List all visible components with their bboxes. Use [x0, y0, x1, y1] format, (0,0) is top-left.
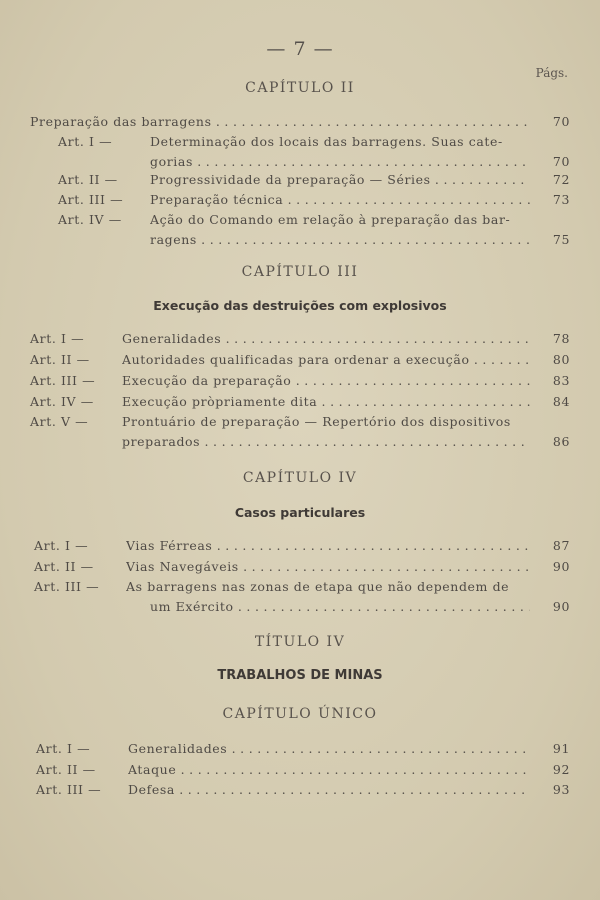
toc-page-number: 80: [552, 352, 570, 367]
article-label: Art. I —: [30, 331, 85, 346]
toc-page-number: 75: [552, 232, 570, 247]
toc-entry-title: Prontuário de preparação — Repertório dos dispositivos: [122, 414, 511, 429]
chapter-iv-subtitle: Casos particulares: [234, 505, 366, 520]
toc-entry-title-cont: um Exército . . .: [150, 599, 530, 614]
toc-entry-title: Vias Navegáveis . . .: [126, 559, 530, 574]
toc-page-number: 73: [552, 192, 570, 207]
toc-page-number: 83: [552, 373, 570, 388]
toc-entry-title: Generalidades . . .: [128, 741, 530, 756]
toc-page-number: 70: [552, 114, 570, 129]
article-label: Art. II —: [36, 762, 96, 777]
toc-entry: [34, 538, 570, 558]
chapter-iv-heading: CAPÍTULO IV: [242, 470, 358, 486]
chapter-iii-subtitle: Execução das destruições com explosivos: [153, 298, 447, 313]
toc-entry: [58, 212, 570, 252]
toc-page-number: 78: [552, 331, 570, 346]
toc-entry-title: Vias Férreas . . .: [126, 538, 530, 553]
toc-entry: [30, 331, 570, 351]
page-number: — 7 —: [266, 38, 334, 60]
article-label: Art. III —: [36, 782, 102, 797]
title-iv-subtitle: TRABALHOS DE MINAS: [217, 668, 383, 683]
toc-page-number: 70: [552, 154, 570, 169]
chapter-iii-heading: CAPÍTULO III: [241, 264, 359, 280]
toc-entry-title-cont: ragens . . .: [150, 232, 530, 247]
toc-entry-title: Defesa . . .: [128, 782, 530, 797]
article-label: Art. II —: [30, 352, 90, 367]
toc-page-number: 84: [552, 394, 570, 409]
article-label: Art. I —: [58, 134, 113, 149]
toc-entry: [30, 373, 570, 393]
article-label: Art. II —: [34, 559, 94, 574]
toc-entry: [30, 352, 570, 372]
toc-entry-title: Ação do Comando em relação à preparação das bar-: [150, 212, 511, 227]
article-label: Art. IV —: [58, 212, 122, 227]
toc-entry: [34, 559, 570, 579]
pages-column-label: Págs.: [535, 66, 568, 80]
toc-entry: [58, 172, 570, 192]
toc-entry-title-cont: gorias . . .: [150, 154, 530, 169]
toc-entry-title: Execução pròpriamente dita . . .: [122, 394, 530, 409]
article-label: Art. IV —: [30, 394, 94, 409]
toc-entry-title: As barragens nas zonas de etapa que não dependem de: [126, 579, 510, 594]
toc-page-number: 87: [552, 538, 570, 553]
toc-page-number: 91: [552, 741, 570, 756]
article-label: Art. III —: [30, 373, 96, 388]
chapter-ii-heading: CAPÍTULO II: [245, 80, 355, 96]
title-iv-heading: TÍTULO IV: [254, 634, 346, 650]
toc-entry: [36, 741, 570, 761]
toc-page-number: 72: [552, 172, 570, 187]
toc-entry-title: Progressividade da preparação — Séries . . .: [150, 172, 530, 187]
chapter-unico-heading: CAPÍTULO ÚNICO: [222, 706, 378, 722]
toc-entry-title: Autoridades qualificadas para ordenar a execução . . .: [122, 352, 530, 367]
article-label: Art. I —: [36, 741, 91, 756]
toc-page-number: 90: [552, 599, 570, 614]
article-label: Art. III —: [34, 579, 100, 594]
toc-entry-title: Preparação técnica . . .: [150, 192, 530, 207]
article-label: Art. III —: [58, 192, 124, 207]
toc-page-number: 92: [552, 762, 570, 777]
toc-entry: [34, 579, 570, 619]
toc-entry: [36, 762, 570, 782]
toc-page-number: 86: [552, 434, 570, 449]
toc-entry: [30, 394, 570, 414]
toc-entry-title: Determinação dos locais das barragens. Suas cate-: [150, 134, 503, 149]
toc-entry-title-cont: preparados . . .: [122, 434, 530, 449]
toc-entry: [36, 782, 570, 802]
article-label: Art. I —: [34, 538, 89, 553]
article-label: Art. V —: [30, 414, 89, 429]
toc-entry-title: Generalidades . . .: [122, 331, 530, 346]
toc-page-number: 90: [552, 559, 570, 574]
toc-entry-title: Ataque . . .: [128, 762, 530, 777]
article-label: Art. II —: [58, 172, 118, 187]
toc-entry: [58, 134, 570, 174]
toc-page-number: 93: [552, 782, 570, 797]
toc-entry-title: Execução da preparação . . .: [122, 373, 530, 388]
toc-entry: [30, 114, 570, 134]
toc-entry: [30, 414, 570, 454]
toc-entry: [58, 192, 570, 212]
toc-entry-title: Preparação das barragens . . .: [30, 114, 530, 129]
